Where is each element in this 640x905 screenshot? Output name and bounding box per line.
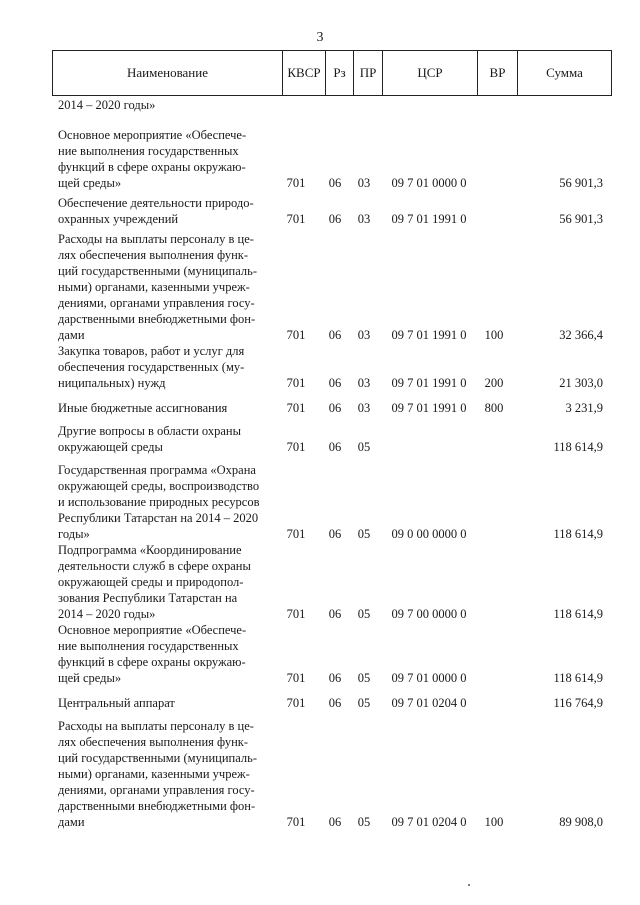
row-name-line: и использование природных ресурсов <box>58 495 260 509</box>
header-sum: Сумма <box>546 65 583 80</box>
row-name-line: лях обеспечения выполнения функ- <box>58 248 248 262</box>
row-name <box>58 343 268 391</box>
kvsr-cell: 701 <box>286 815 306 829</box>
csr-cell: 09 7 01 0204 0 <box>391 815 467 829</box>
pr-cell: 05 <box>357 671 371 685</box>
csr-cell: 09 7 01 0000 0 <box>391 176 467 190</box>
kvsr-cell: 701 <box>286 376 306 390</box>
row-name <box>58 423 268 455</box>
row-name-line: Основное мероприятие «Обеспече- <box>58 128 247 142</box>
rz-cell: 06 <box>328 328 342 342</box>
kvsr-cell: 701 <box>286 401 306 415</box>
row-name <box>58 400 268 416</box>
pr-cell: 03 <box>357 401 371 415</box>
row-name-line: Иные бюджетные ассигнования <box>58 401 228 415</box>
sum-cell: 56 901,3 <box>559 212 603 226</box>
kvsr-cell: 701 <box>286 671 306 685</box>
csr-cell: 09 0 00 0000 0 <box>391 527 467 541</box>
sum-cell: 21 303,0 <box>559 376 603 390</box>
row-name-line: функций в сфере охраны окружаю- <box>58 160 246 174</box>
row-name-line: дами <box>58 328 85 342</box>
row-name-line: дарственными внебюджетными фон- <box>58 799 256 813</box>
pr-cell: 03 <box>357 328 371 342</box>
header-csr: ЦСР <box>383 51 478 95</box>
csr-cell: 09 7 01 1991 0 <box>391 401 467 415</box>
kvsr-cell: 701 <box>286 440 306 454</box>
row-name-line: дениями, органами управления госу- <box>58 783 255 797</box>
rz-cell: 06 <box>328 696 342 710</box>
sum-cell: 89 908,0 <box>559 815 603 829</box>
sum-cell: 118 614,9 <box>553 607 603 621</box>
csr-cell: 09 7 01 1991 0 <box>391 328 467 342</box>
row-name-line: Расходы на выплаты персоналу в це- <box>58 719 254 733</box>
pr-cell: 05 <box>357 607 371 621</box>
header-pr: ПР <box>354 51 383 95</box>
row-name-line: Республики Татарстан на 2014 – 2020 <box>58 511 259 525</box>
pr-cell: 03 <box>357 176 371 190</box>
row-name-line: окружающей среды, воспроизводство <box>58 479 260 493</box>
rz-cell: 06 <box>328 607 342 621</box>
row-name <box>58 622 268 686</box>
row-name-line: дениями, органами управления госу- <box>58 296 255 310</box>
row-name-line: ние выполнения государственных <box>58 144 239 158</box>
scan-speck <box>468 884 470 886</box>
sum-cell: 56 901,3 <box>559 176 603 190</box>
row-name-line: щей среды» <box>58 671 122 685</box>
kvsr-cell: 701 <box>286 328 306 342</box>
row-name-line: охранных учреждений <box>58 212 179 226</box>
rz-cell: 06 <box>328 212 342 226</box>
row-name-line: Расходы на выплаты персоналу в це- <box>58 232 254 246</box>
kvsr-cell: 701 <box>286 696 306 710</box>
csr-cell: 09 7 00 0000 0 <box>391 607 467 621</box>
row-name-line: ными) органами, казенными учреж- <box>58 280 250 294</box>
pr-cell: 05 <box>357 815 371 829</box>
sum-cell: 3 231,9 <box>565 401 603 415</box>
rz-cell: 06 <box>328 376 342 390</box>
continuation-text: 2014 – 2020 годы» <box>58 98 156 112</box>
row-name-line: ций государственными (муниципаль- <box>58 751 257 765</box>
row-name <box>58 718 268 830</box>
row-name-line: деятельности служб в сфере охраны <box>58 559 251 573</box>
row-name-line: Закупка товаров, работ и услуг для <box>58 344 245 358</box>
csr-cell: 09 7 01 0000 0 <box>391 671 467 685</box>
row-name-line: окружающей среды <box>58 440 163 454</box>
header-name: Наименование <box>53 51 283 95</box>
kvsr-cell: 701 <box>286 607 306 621</box>
row-name-line: Подпрограмма «Координирование <box>58 543 242 557</box>
row-name-line: ными) органами, казенными учреж- <box>58 767 250 781</box>
row-name-line: Основное мероприятие «Обеспече- <box>58 623 247 637</box>
sum-cell: 116 764,9 <box>553 696 603 710</box>
row-name-line: функций в сфере охраны окружаю- <box>58 655 246 669</box>
row-name-line: ниципальных) нужд <box>58 376 166 390</box>
row-name-line: Обеспечение деятельности природо- <box>58 196 254 210</box>
row-name <box>58 231 268 343</box>
header-kvsr: КВСР <box>283 51 326 95</box>
row-name-line: Государственная программа «Охрана <box>58 463 256 477</box>
row-name-line: годы» <box>58 527 90 541</box>
sum-cell: 32 366,4 <box>559 328 603 342</box>
pr-cell: 03 <box>357 376 371 390</box>
csr-cell: 09 7 01 1991 0 <box>391 212 467 226</box>
row-name-line: дами <box>58 815 85 829</box>
row-name-line: обеспечения государственных (му- <box>58 360 245 374</box>
rz-cell: 06 <box>328 401 342 415</box>
pr-cell: 05 <box>357 440 371 454</box>
vr-cell: 200 <box>484 376 504 390</box>
header-rz: Рз <box>326 51 354 95</box>
rz-cell: 06 <box>328 176 342 190</box>
sum-cell: 118 614,9 <box>553 671 603 685</box>
row-name-line: Центральный аппарат <box>58 696 175 710</box>
vr-cell: 100 <box>484 815 504 829</box>
csr-cell: 09 7 01 0204 0 <box>391 696 467 710</box>
page-number: 3 <box>316 30 324 45</box>
row-name-line: 2014 – 2020 годы» <box>58 607 156 621</box>
csr-cell: 09 7 01 1991 0 <box>391 376 467 390</box>
vr-cell: 100 <box>484 328 504 342</box>
rz-cell: 06 <box>328 671 342 685</box>
row-name <box>58 195 268 227</box>
kvsr-cell: 701 <box>286 527 306 541</box>
pr-cell: 03 <box>357 212 371 226</box>
row-name-line: окружающей среды и природопол- <box>58 575 244 589</box>
row-name-line: щей среды» <box>58 176 122 190</box>
kvsr-cell: 701 <box>286 176 306 190</box>
row-name-line: Другие вопросы в области охраны <box>58 424 242 438</box>
row-name <box>58 542 268 622</box>
rz-cell: 06 <box>328 440 342 454</box>
row-name-line: ций государственными (муниципаль- <box>58 264 257 278</box>
rz-cell: 06 <box>328 527 342 541</box>
pr-cell: 05 <box>357 527 371 541</box>
header-vr: ВР <box>478 51 518 95</box>
row-name-line: ние выполнения государственных <box>58 639 239 653</box>
row-name <box>58 695 268 711</box>
pr-cell: 05 <box>357 696 371 710</box>
row-name-line: дарственными внебюджетными фон- <box>58 312 256 326</box>
kvsr-cell: 701 <box>286 212 306 226</box>
row-name-line: лях обеспечения выполнения функ- <box>58 735 248 749</box>
sum-cell: 118 614,9 <box>553 527 603 541</box>
rz-cell: 06 <box>328 815 342 829</box>
sum-cell: 118 614,9 <box>553 440 603 454</box>
vr-cell: 800 <box>484 401 504 415</box>
row-name <box>58 462 268 542</box>
table-header <box>52 50 612 96</box>
row-name-line: зования Республики Татарстан на <box>58 591 238 605</box>
row-name <box>58 127 268 191</box>
